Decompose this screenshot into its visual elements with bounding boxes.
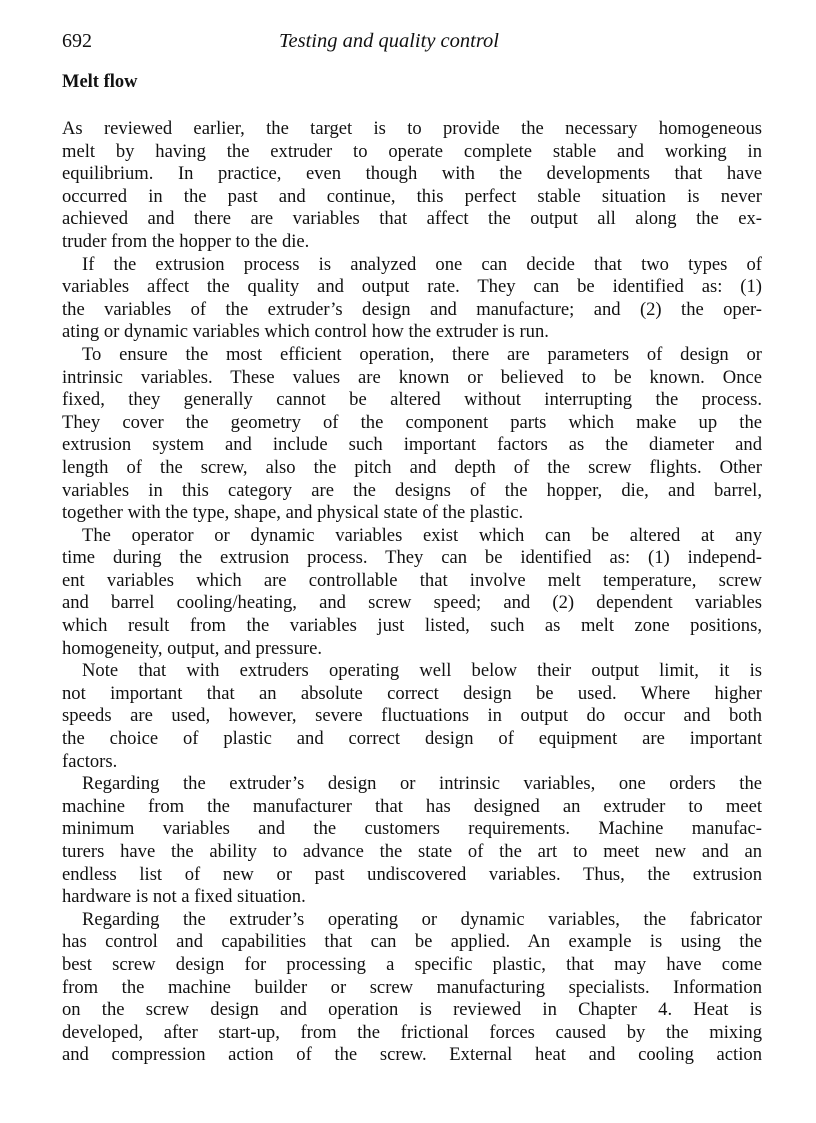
text-line: not important that an absolute correct design be used. Where higher [62,682,762,704]
text-line: equilibrium. In practice, even though with the developments that have [62,163,762,185]
text-line: ating or dynamic variables which control how the extruder is run. [62,321,549,343]
text-line: best screw design for processing a specific plastic, that may have come [62,953,762,975]
text-line: Note that with extruders operating well below their output limit, it is [82,660,762,682]
text-line: intrinsic variables. These values are known or believed to be known. Once [62,366,762,388]
page-number: 692 [62,30,92,52]
page-header [62,30,762,58]
text-line: occurred in the past and continue, this perfect stable situation is never [62,185,762,207]
text-line: homogeneity, output, and pressure. [62,637,323,659]
paragraph [62,773,762,909]
text-line: As reviewed earlier, the target is to provide the necessary homogeneous [62,118,762,139]
text-line: Regarding the extruder’s design or intrinsic variables, one orders the [82,773,762,795]
text-line: variables affect the quality and output rate. They can be identified as: (1) [62,276,762,298]
text-line: time during the extrusion process. They can be identified as: (1) independ- [62,547,762,569]
text-line: the variables of the extruder’s design and manufacture; and (2) the oper- [62,298,762,320]
text-line: variables in this category are the designs of the hopper, die, and barrel, [62,479,762,501]
paragraph [62,660,762,773]
text-line: speeds are used, however, severe fluctuations in output do occur and both [62,705,762,727]
text-line: the choice of plastic and correct design of equipment are important [62,728,762,750]
text-line: length of the screw, also the pitch and depth of the screw flights. Other [62,456,762,478]
text-line: turers have the ability to advance the state of the art to meet new and an [62,841,762,862]
section-title: Melt flow [62,72,138,92]
text-line: together with the type, shape, and physical state of the plastic. [62,502,524,524]
text-line: machine from the manufacturer that has designed an extruder to meet [62,795,762,817]
text-line: The operator or dynamic variables exist which can be altered at any [82,524,762,546]
text-line: If the extrusion process is analyzed one can decide that two types of [82,253,762,275]
paragraph [62,909,762,1067]
text-line: They cover the geometry of the component parts which make up the [62,411,762,433]
text-line: factors. [62,750,118,772]
text-line: on the screw design and operation is reviewed in Chapter 4. Heat is [62,999,762,1021]
text-line: achieved and there are variables that affect the output all along the ex- [62,208,762,230]
text-line: which result from the variables just listed, such as melt zone positions, [62,615,762,637]
paragraph [62,525,762,661]
text-line: minimum variables and the customers requirements. Machine manufac- [62,818,762,840]
text-line: and compression action of the screw. External heat and cooling action [62,1044,762,1066]
text-line: and barrel cooling/heating, and screw speed; and (2) dependent variables [62,592,762,614]
text-line: truder from the hopper to the die. [62,230,310,252]
paragraph [62,344,762,525]
body-text [62,118,762,1067]
running-title: Testing and quality control [279,30,500,52]
text-line: Regarding the extruder’s operating or dynamic variables, the fabricator [82,908,762,930]
text-line: extrusion system and include such important factors as the diameter and [62,434,762,456]
text-line: fixed, they generally cannot be altered without interrupting the process. [62,389,762,411]
text-line: has control and capabilities that can be applied. An example is using the [62,931,762,953]
text-line: endless list of new or past undiscovered variables. Thus, the extrusion [62,863,762,885]
text-line: To ensure the most efficient operation, there are parameters of design or [82,343,762,365]
text-line: hardware is not a fixed situation. [62,886,306,908]
text-line: ent variables which are controllable that involve melt temperature, screw [62,569,762,591]
text-line: from the machine builder or screw manufacturing specialists. Information [62,976,762,998]
text-line: melt by having the extruder to operate complete stable and working in [62,140,762,162]
paragraph [62,118,762,254]
text-line: developed, after start-up, from the frictional forces caused by the mixing [62,1021,762,1043]
paragraph [62,254,762,344]
